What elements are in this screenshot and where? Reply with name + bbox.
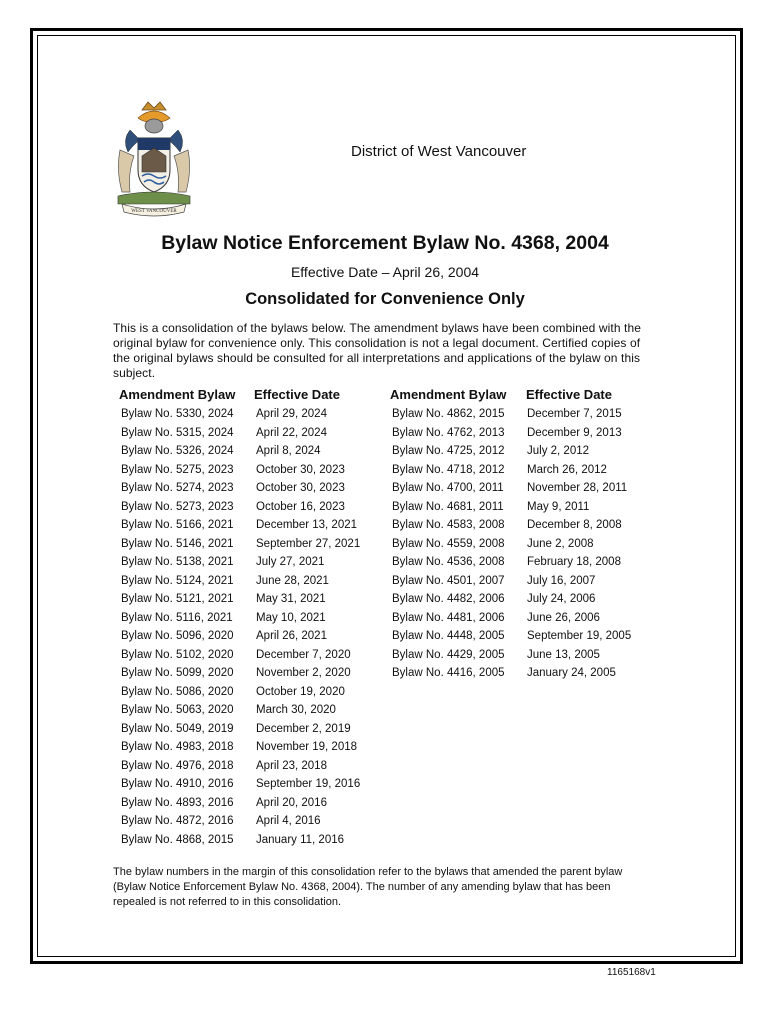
right-row-bylaw: Bylaw No. 4725, 2012 — [392, 445, 505, 457]
left-row-bylaw: Bylaw No. 4983, 2018 — [121, 741, 234, 753]
left-row-date: June 28, 2021 — [256, 574, 329, 587]
right-row-bylaw: Bylaw No. 4700, 2011 — [392, 482, 504, 494]
right-row-bylaw: Bylaw No. 4681, 2011 — [392, 500, 504, 513]
right-row-date: June 2, 2008 — [527, 537, 594, 550]
left-row-date: December 7, 2020 — [256, 648, 351, 661]
left-col-effective-header: Effective Date — [254, 387, 340, 402]
left-row-date: September 27, 2021 — [256, 537, 361, 550]
right-row-bylaw: Bylaw No. 4448, 2005 — [392, 630, 505, 642]
document-id: 1165168v1 — [607, 967, 656, 978]
left-row-bylaw: Bylaw No. 5102, 2020 — [121, 648, 234, 661]
left-row-bylaw: Bylaw No. 5326, 2024 — [121, 445, 234, 457]
right-col-effective-header: Effective Date — [526, 387, 612, 402]
left-row-date: November 2, 2020 — [256, 667, 351, 679]
district-name: District of West Vancouver — [351, 143, 527, 160]
right-row-date: June 13, 2005 — [527, 648, 600, 661]
left-row-date: May 31, 2021 — [256, 593, 326, 605]
right-row-bylaw: Bylaw No. 4536, 2008 — [392, 556, 505, 568]
right-row-date: December 9, 2013 — [527, 426, 622, 439]
right-row-date: February 18, 2008 — [527, 556, 621, 568]
right-row-date: June 26, 2006 — [527, 611, 600, 624]
left-row-date: September 19, 2016 — [256, 778, 361, 790]
document-title: Bylaw Notice Enforcement Bylaw No. 4368, 2004 — [161, 232, 609, 254]
left-row-bylaw: Bylaw No. 5116, 2021 — [121, 611, 233, 624]
right-row-bylaw: Bylaw No. 4482, 2006 — [392, 593, 505, 605]
right-row-date: July 2, 2012 — [527, 445, 590, 457]
left-row-bylaw: Bylaw No. 4910, 2016 — [121, 778, 234, 790]
right-row-date: July 24, 2006 — [527, 593, 596, 605]
crest-motto: WEST VANCOUVER — [131, 209, 177, 214]
left-row-date: April 20, 2016 — [256, 796, 327, 809]
left-row-date: March 30, 2020 — [256, 704, 336, 716]
left-row-bylaw: Bylaw No. 5063, 2020 — [121, 704, 234, 716]
right-row-date: May 9, 2011 — [527, 500, 590, 513]
consolidated-heading: Consolidated for Convenience Only — [245, 290, 525, 308]
left-row-bylaw: Bylaw No. 5330, 2024 — [121, 408, 234, 420]
left-row-date: December 2, 2019 — [256, 722, 351, 735]
left-row-date: October 30, 2023 — [256, 463, 345, 476]
left-row-date: November 19, 2018 — [256, 741, 358, 753]
right-row-date: November 28, 2011 — [527, 482, 628, 494]
right-row-bylaw: Bylaw No. 4559, 2008 — [392, 537, 505, 550]
left-col-amendment-header: Amendment Bylaw — [119, 387, 236, 402]
left-row-date: April 8, 2024 — [256, 445, 321, 457]
left-row-bylaw: Bylaw No. 5099, 2020 — [121, 667, 234, 679]
right-row-date: March 26, 2012 — [527, 463, 607, 476]
left-row-bylaw: Bylaw No. 5121, 2021 — [121, 593, 234, 605]
left-row-bylaw: Bylaw No. 5096, 2020 — [121, 630, 234, 642]
left-row-bylaw: Bylaw No. 5124, 2021 — [121, 574, 234, 587]
right-row-date: September 19, 2005 — [527, 630, 632, 642]
left-row-date: October 16, 2023 — [256, 500, 345, 513]
right-row-date: December 7, 2015 — [527, 408, 622, 420]
left-row-bylaw: Bylaw No. 5138, 2021 — [121, 556, 234, 568]
left-row-date: April 22, 2024 — [256, 426, 327, 439]
left-row-date: July 27, 2021 — [256, 556, 325, 568]
right-row-bylaw: Bylaw No. 4481, 2006 — [392, 611, 505, 624]
left-row-date: December 13, 2021 — [256, 519, 358, 531]
left-row-bylaw: Bylaw No. 4976, 2018 — [121, 759, 234, 772]
right-row-bylaw: Bylaw No. 4429, 2005 — [392, 648, 505, 661]
left-row-date: April 29, 2024 — [256, 408, 327, 420]
left-row-bylaw: Bylaw No. 4872, 2016 — [121, 815, 234, 827]
right-row-bylaw: Bylaw No. 4718, 2012 — [392, 463, 505, 476]
left-row-bylaw: Bylaw No. 5275, 2023 — [121, 463, 234, 476]
left-row-bylaw: Bylaw No. 5146, 2021 — [121, 537, 234, 550]
right-row-bylaw: Bylaw No. 4583, 2008 — [392, 519, 505, 531]
effective-date: Effective Date – April 26, 2004 — [290, 264, 480, 280]
right-row-bylaw: Bylaw No. 4862, 2015 — [392, 408, 505, 420]
left-row-date: October 19, 2020 — [256, 685, 345, 698]
left-row-bylaw: Bylaw No. 5049, 2019 — [121, 722, 234, 735]
footer-note: The bylaw numbers in the margin of this consolidation refer to the bylaws that amended the parent bylaw (Bylaw Notice Enforcement Bylaw No. 4368, 2004). The number of any amending bylaw that has been repealed is not referred to in this consolidation. — [113, 866, 623, 908]
left-row-date: October 30, 2023 — [256, 482, 345, 494]
left-row-date: April 23, 2018 — [256, 759, 327, 772]
right-row-date: July 16, 2007 — [527, 574, 596, 587]
right-row-bylaw: Bylaw No. 4501, 2007 — [392, 574, 505, 587]
left-row-date: April 26, 2021 — [256, 630, 327, 642]
left-row-bylaw: Bylaw No. 5086, 2020 — [121, 685, 234, 698]
left-row-bylaw: Bylaw No. 4893, 2016 — [121, 796, 234, 809]
right-row-bylaw: Bylaw No. 4762, 2013 — [392, 426, 505, 439]
left-row-date: January 11, 2016 — [256, 833, 345, 846]
intro-paragraph: This is a consolidation of the bylaws below. The amendment bylaws have been combined with the original bylaw for convenience only. This consolidation is not a legal document. Certified copies of the original bylaws should be consulted for all interpretations and applications of the bylaw on this subject. — [113, 321, 642, 380]
left-row-date: May 10, 2021 — [256, 611, 326, 624]
right-row-date: January 24, 2005 — [527, 667, 616, 679]
right-row-date: December 8, 2008 — [527, 519, 622, 531]
right-col-amendment-header: Amendment Bylaw — [390, 387, 507, 402]
left-row-date: April 4, 2016 — [256, 815, 321, 827]
right-row-bylaw: Bylaw No. 4416, 2005 — [392, 667, 505, 679]
left-row-bylaw: Bylaw No. 5274, 2023 — [121, 482, 234, 494]
coat-of-arms-crest — [112, 100, 196, 220]
left-row-bylaw: Bylaw No. 5273, 2023 — [121, 500, 234, 513]
left-row-bylaw: Bylaw No. 4868, 2015 — [121, 833, 234, 846]
left-row-bylaw: Bylaw No. 5166, 2021 — [121, 519, 234, 531]
left-row-bylaw: Bylaw No. 5315, 2024 — [121, 426, 234, 439]
